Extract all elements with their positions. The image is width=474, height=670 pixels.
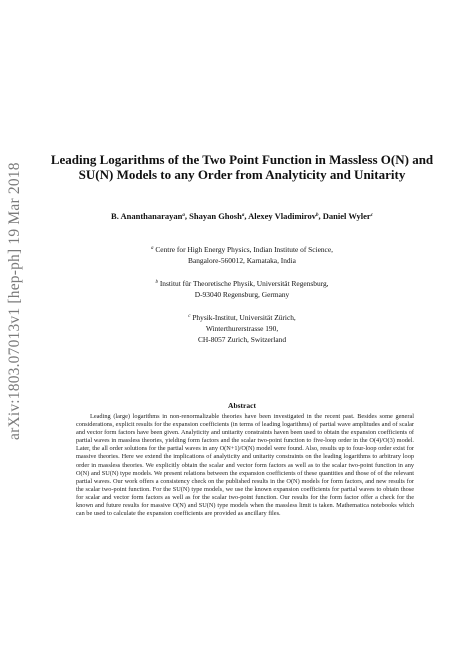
arxiv-identifier-stamp: arXiv:1803.07013v1 [hep-ph] 19 Mar 2018 xyxy=(6,162,23,440)
affiliation-c xyxy=(50,311,434,345)
affiliation-line: Bangalore-560012, Karnataka, India xyxy=(188,256,296,265)
abstract-heading: Abstract xyxy=(228,401,256,410)
author-list: B. Ananthanarayan$^a$, Shayan Ghosh$^a$, Alexey Vladimirov$^b$, Daniel Wyler$^c$ xyxy=(111,211,373,221)
author-name: Alexey Vladimirov xyxy=(248,211,317,221)
affiliation-a xyxy=(50,243,434,266)
affiliation-line: Centre for High Energy Physics, Indian Institute of Science, xyxy=(155,245,333,254)
affiliation-b xyxy=(50,277,434,300)
affiliation-line: Winterthurerstrasse 190, xyxy=(205,324,279,333)
affiliation-mark: b xyxy=(316,213,319,218)
paper-title: Leading Logarithms of the Two Point Function in Massless O(N) and SU(N) Models to any Order from Analyticity and Unitarity xyxy=(50,152,434,182)
affiliation-mark: c xyxy=(370,213,373,218)
affiliation-line: Institut für Theoretische Physik, Universität Regensburg, xyxy=(159,279,329,288)
affiliation-line: CH-8057 Zurich, Switzerland xyxy=(197,335,287,344)
abstract-text: Leading (large) logarithms in non-renormalizable theories have been investigated in the recent past. Besides some general considerations, explicit results for the expansion coefficients (in terms of leading logarithms) of partial wave amplitudes and of scalar and vector form factors have been given. Analyticity and unitarity constraints haven been used to obtain the expansion coefficients of partial waves in massless theories, yielding form factors and the scalar two-point function to five-loop order in the O(4)/O(3) model. Later, the all order solutions for the partial waves in any O(N+1)/O(N) model were found. Also, results up to four-loop order exist for massive theories. Here we extend the implications of analyticity and unitarity constraints on the leading logarithms to arbitrary loop order in massless theories. We explicitly obtain the scalar and vector form factors as well as to the scalar two-point function in any O(N) and SU(N) type models. We present relations between the expansion coefficients of these quantities and those of of the relevant partial waves. Our work offers a consistency check on the published results in the O(N) models for form factors, and new results for the scalar two-point function. For the SU(N) type models, we use the known expansion coefficients for partial waves to obtain those for scalar and vector form factors as well as for the scalar two-point function. Our results for the form factor offer a check for the known and future results for massive O(N) and SU(N) type models when the massless limit is taken. Mathematica notebooks which can be used to calculate the expansion coefficients are provided as ancillary files. xyxy=(76,413,414,518)
author-name: Shayan Ghosh xyxy=(189,211,242,221)
author-name: B. Ananthanarayan xyxy=(111,211,183,221)
affiliation-mark: a xyxy=(151,246,154,251)
affiliation-mark: a xyxy=(182,213,185,218)
affiliation-line: D-93040 Regensburg, Germany xyxy=(194,290,290,299)
affiliation-mark: b xyxy=(155,280,158,285)
author-name: Daniel Wyler xyxy=(322,211,371,221)
affiliation-mark: c xyxy=(188,314,191,319)
affiliation-line: Physik-Institut, Universität Zürich, xyxy=(192,313,296,322)
affiliation-mark: a xyxy=(241,213,245,218)
